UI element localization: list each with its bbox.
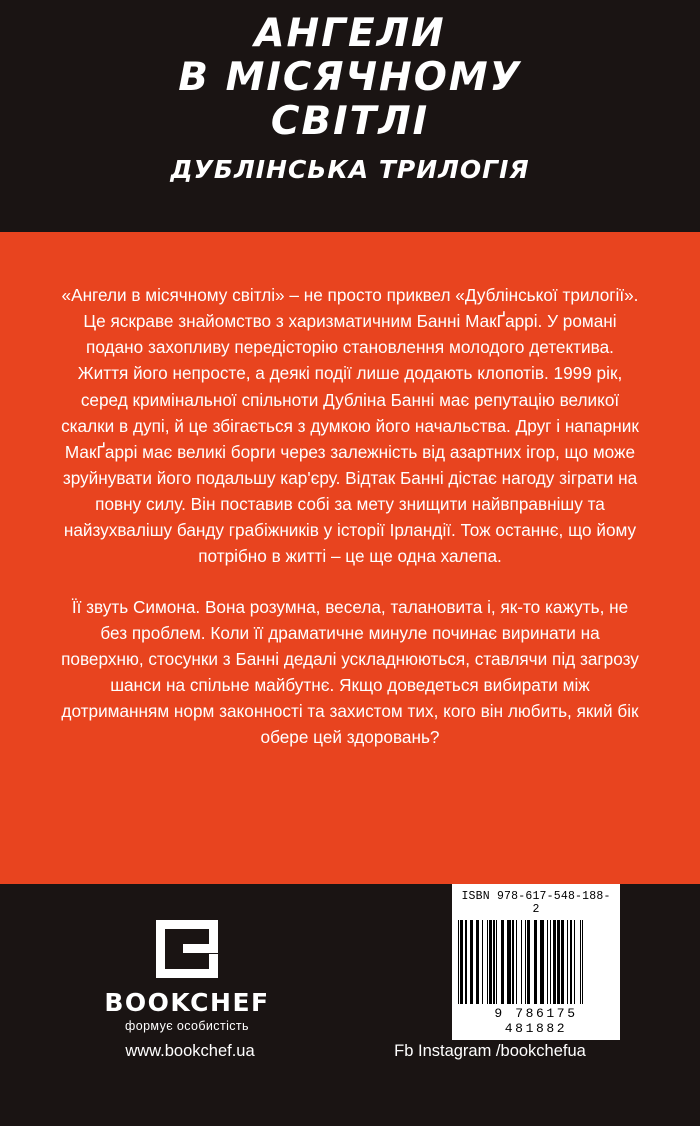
bookchef-logo-icon xyxy=(156,920,218,978)
blurb-text xyxy=(60,282,640,750)
publisher-logo xyxy=(82,920,292,1033)
barcode-digits: 9 786175 481882 xyxy=(494,1006,578,1036)
barcode-bars xyxy=(458,920,614,1004)
title-line-3: СВІТЛІ xyxy=(270,99,430,144)
title-line-1: АНГЕЛИ xyxy=(254,11,446,56)
isbn-text: ISBN 978-617-548-188-2 xyxy=(461,890,611,916)
blurb-paragraph-2: Її звуть Симона. Вона розумна, весела, талановита і, як-то кажуть, не без проблем. Коли її драматичне минуле починає виринати на поверхню, стосунки з Банні дедалі ускладнюються, ставлячи під загрозу шанси на спільне майбутнє. Якщо доведеться вибирати між дотриманням норм законності та захистом тих, кого він любить, який бік обере цей здоровань? xyxy=(61,596,639,748)
band-separator xyxy=(0,232,700,246)
publisher-social[interactable]: Fb Instagram /bookchefua xyxy=(394,1042,586,1060)
barcode-block xyxy=(452,884,620,1040)
publisher-tagline: формує особистість xyxy=(125,1019,249,1033)
publisher-name: BOOKCHEF xyxy=(104,988,270,1017)
blurb-paragraph-1: «Ангели в місячному світлі» – не просто приквел «Дублінської трилогії». Це яскраве знайомство з харизматичним Банні МакҐаррі. У романі подано захопливу передісторію становлення молодого детектива. Життя його непросте, а деякі події лише додають клопотів. 1999 рік, серед кримінальної спільноти Дубліна Банні має репутацію великої скалки в дупі, й це збігається з думкою його начальства. Друг і напарник МакҐаррі має великі борги через залежність від азартних ігор, що може зруйнувати його подальшу кар'єру. Відтак Банні дістає нагоду зіграти на повну силу. Він поставив собі за мету знищити найвправнішу та найзухвалішу банду грабіжників у історії Ірландії. Тож останнє, що йому потрібно в житті – це ще одна халепа. xyxy=(61,285,639,567)
publisher-website[interactable]: www.bookchef.ua xyxy=(125,1042,255,1060)
title-block xyxy=(0,11,700,184)
title-line-2: В МІСЯЧНОМУ xyxy=(178,55,522,100)
series-subtitle: ДУБЛІНСЬКА ТРИЛОГІЯ xyxy=(170,155,530,184)
